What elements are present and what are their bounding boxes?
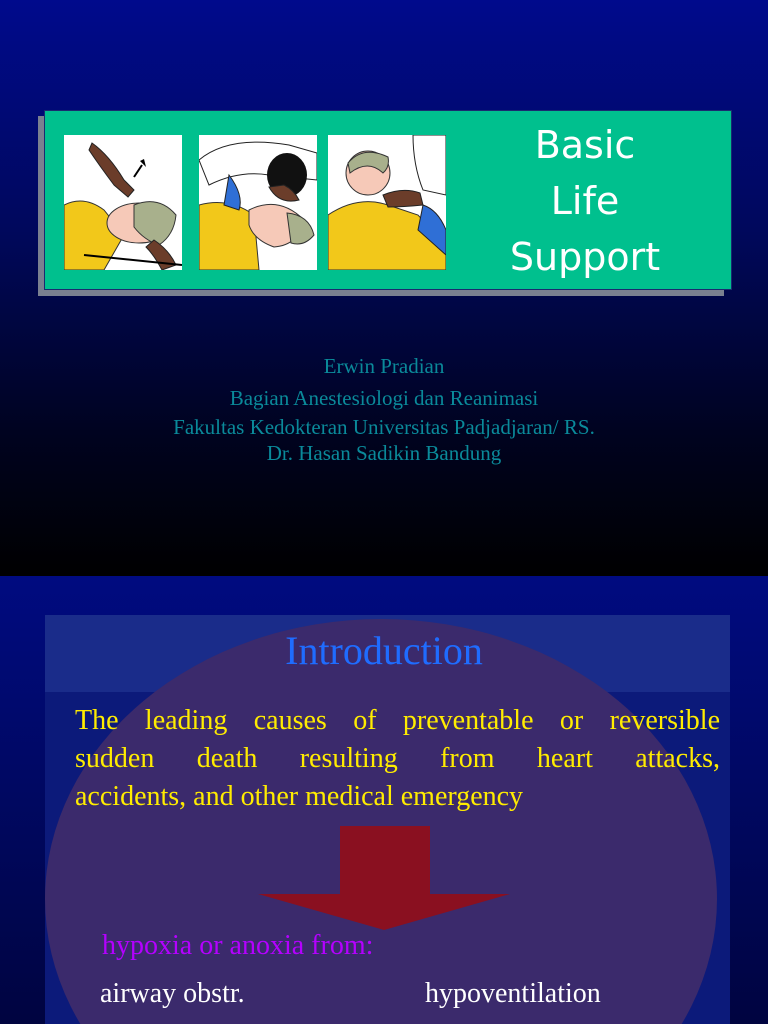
head-tilt-illustration bbox=[64, 135, 182, 270]
author-hospital: Dr. Hasan Sadikin Bandung bbox=[266, 441, 502, 465]
rescue-breathing-illustration bbox=[199, 135, 317, 270]
pulse-check-illustration bbox=[328, 135, 446, 270]
cause-item: hypoventilation bbox=[425, 978, 601, 1009]
banner-title-line: Support bbox=[509, 235, 661, 279]
banner-title-line: Life bbox=[550, 179, 620, 223]
author-block bbox=[0, 350, 768, 466]
author-department: Bagian Anestesiologi dan Reanimasi bbox=[229, 386, 539, 410]
lead-line: The leading causes of preventable or reversible bbox=[75, 705, 720, 736]
cause-item: airway obstr. bbox=[100, 978, 245, 1009]
introduction-slide bbox=[0, 576, 768, 1024]
title-banner bbox=[44, 110, 732, 290]
slide-title: Introduction bbox=[285, 628, 483, 673]
banner-title bbox=[485, 117, 685, 285]
lead-line: sudden death resulting from heart attacks, bbox=[75, 743, 720, 774]
lead-paragraph bbox=[75, 702, 720, 816]
subheading: hypoxia or anoxia from: bbox=[102, 930, 374, 961]
down-arrow-icon bbox=[258, 826, 510, 930]
author-faculty: Fakultas Kedokteran Universitas Padjadjaran/ RS. bbox=[173, 415, 595, 439]
author-name: Erwin Pradian bbox=[323, 354, 445, 378]
banner-title-line: Basic bbox=[534, 123, 636, 167]
lead-line: accidents, and other medical emergency bbox=[75, 781, 524, 812]
